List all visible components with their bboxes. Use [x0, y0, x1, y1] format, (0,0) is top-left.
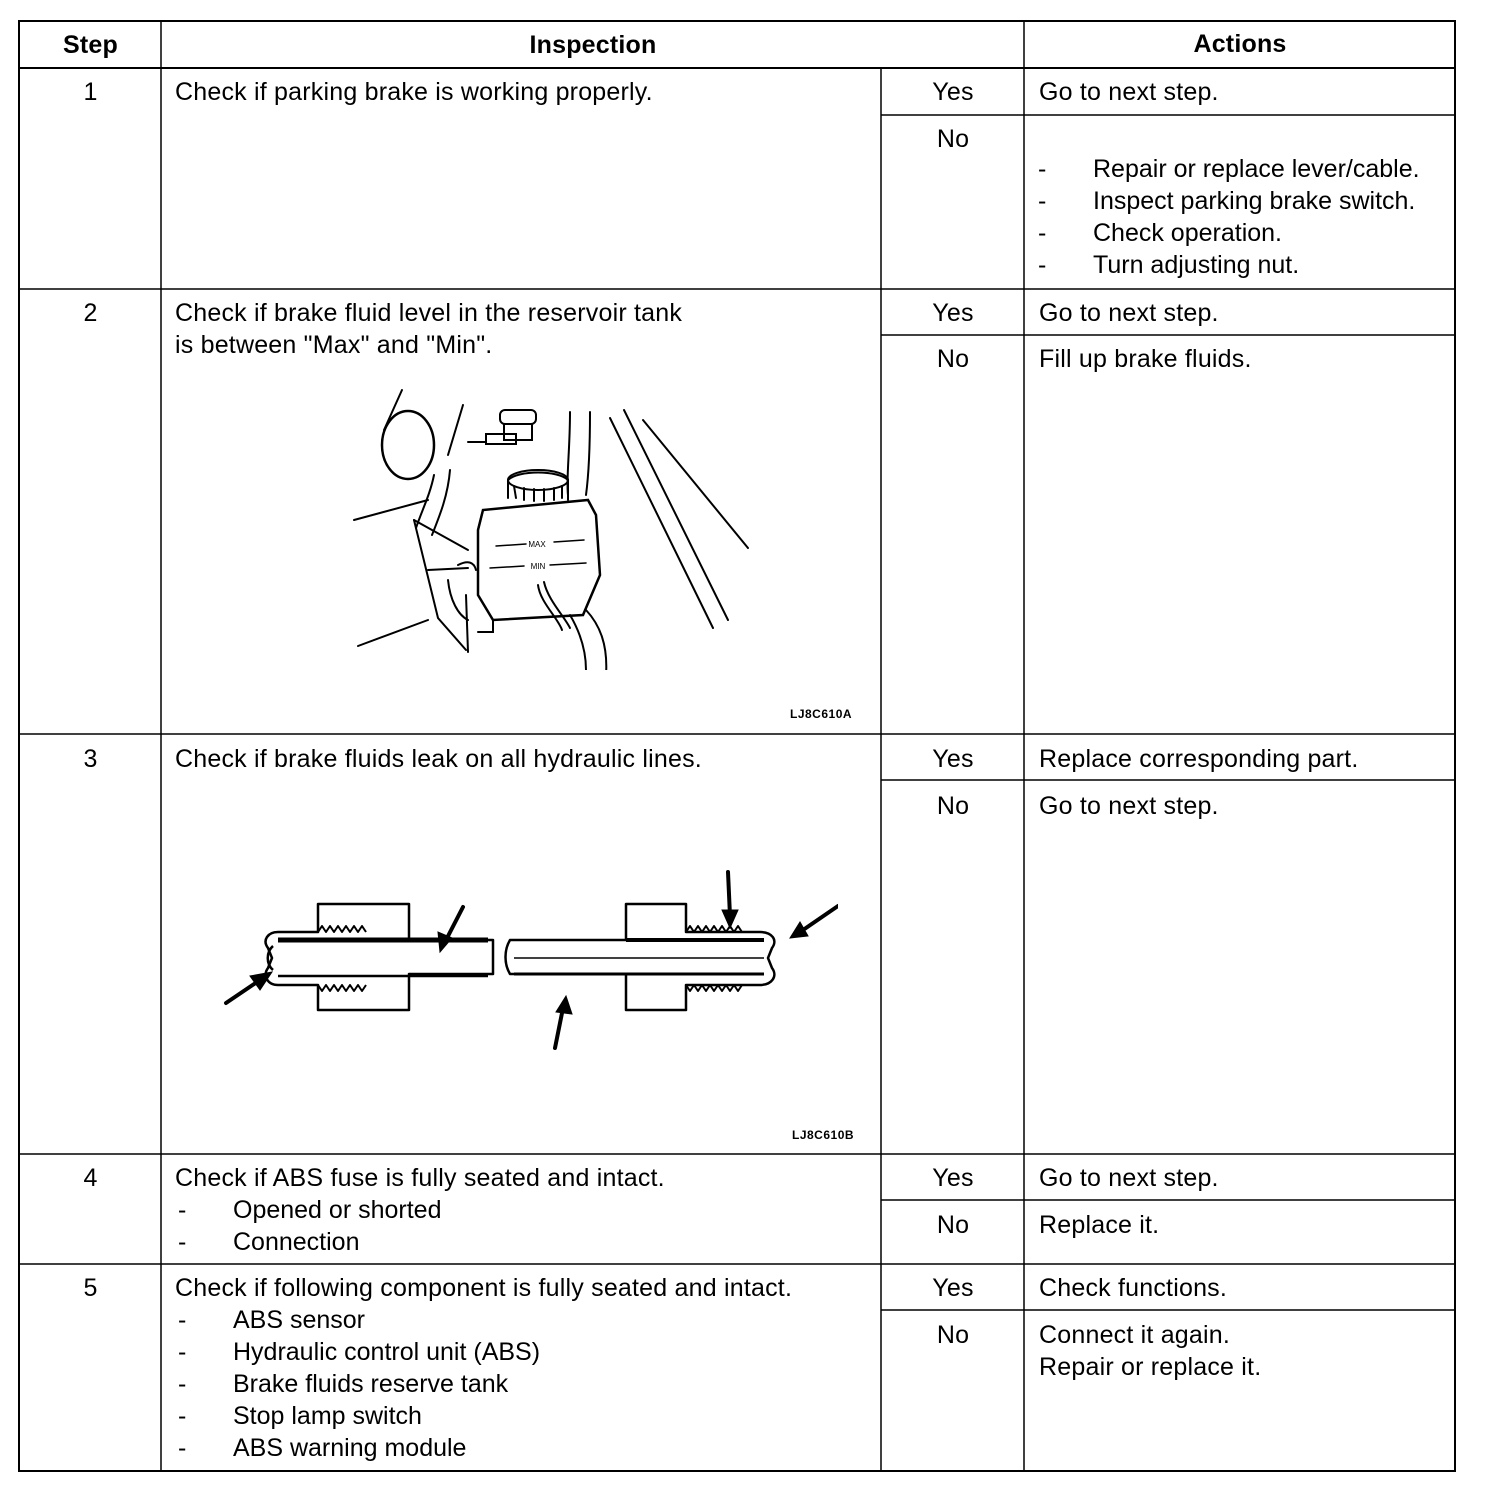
inspection-item-text: ABS sensor [233, 1306, 366, 1334]
inspection-text: is between "Max" and "Min". [175, 331, 493, 359]
yes-action: Go to next step. [1039, 299, 1219, 327]
bullet-dash: - [178, 1196, 187, 1224]
figure-code: LJ8C610A [790, 707, 853, 721]
no-action: Fill up brake fluids. [1039, 345, 1252, 373]
step-number: 1 [83, 78, 98, 106]
no-label: No [936, 792, 970, 820]
no-action: Connect it again. [1039, 1321, 1231, 1349]
yes-action: Go to next step. [1039, 1164, 1219, 1192]
figure-code: LJ8C610B [792, 1128, 855, 1142]
no-action: Replace it. [1039, 1211, 1160, 1239]
action-text: Repair or replace lever/cable. [1093, 155, 1420, 183]
bullet-dash: - [178, 1434, 187, 1462]
no-label: No [936, 125, 970, 153]
header-actions: Actions [1193, 30, 1287, 58]
no-label: No [936, 1211, 970, 1239]
bullet-dash: - [1038, 155, 1047, 183]
yes-label: Yes [932, 78, 974, 106]
inspection-item-text: Stop lamp switch [233, 1402, 422, 1430]
inspection-text: Check if parking brake is working properly. [175, 78, 653, 106]
step-number: 4 [83, 1164, 98, 1192]
yes-label: Yes [932, 299, 974, 327]
no-action: Go to next step. [1039, 792, 1219, 820]
bullet-dash: - [1038, 251, 1047, 279]
max-mark-label: MAX [528, 540, 546, 549]
yes-action: Check functions. [1039, 1274, 1228, 1302]
bullet-dash: - [178, 1338, 187, 1366]
bullet-dash: - [178, 1370, 187, 1398]
action-text: Inspect parking brake switch. [1093, 187, 1416, 215]
yes-label: Yes [932, 745, 974, 773]
bullet-dash: - [178, 1228, 187, 1256]
step-number: 5 [83, 1274, 98, 1302]
action-text: Check operation. [1093, 219, 1283, 247]
inspection-text: Check if brake fluid level in the reservoir tank [175, 299, 683, 327]
inspection-item-text: Brake fluids reserve tank [233, 1370, 509, 1398]
yes-label: Yes [932, 1274, 974, 1302]
hydraulic-line-fitting-icon [198, 840, 838, 1050]
yes-label: Yes [932, 1164, 974, 1192]
no-label: No [936, 1321, 970, 1349]
inspection-item-text: Opened or shorted [233, 1196, 442, 1224]
brake-fluid-reservoir-icon [318, 370, 768, 670]
step-number: 2 [83, 299, 98, 327]
bullet-dash: - [1038, 187, 1047, 215]
bullet-dash: - [178, 1402, 187, 1430]
header-step: Step [63, 31, 118, 59]
bullet-dash: - [178, 1306, 187, 1334]
no-action: Repair or replace it. [1039, 1353, 1262, 1381]
no-label: No [936, 345, 970, 373]
inspection-text: Check if following component is fully seated and intact. [175, 1274, 793, 1302]
inspection-item-text: Hydraulic control unit (ABS) [233, 1338, 541, 1366]
header-inspection: Inspection [529, 31, 657, 59]
yes-action: Go to next step. [1039, 78, 1219, 106]
inspection-item-text: ABS warning module [233, 1434, 467, 1462]
bullet-dash: - [1038, 219, 1047, 247]
min-mark-label: MIN [530, 562, 546, 571]
troubleshooting-table [18, 20, 1456, 1472]
inspection-item-text: Connection [233, 1228, 360, 1256]
step-number: 3 [83, 745, 98, 773]
yes-action: Replace corresponding part. [1039, 745, 1359, 773]
inspection-text: Check if ABS fuse is fully seated and intact. [175, 1164, 665, 1192]
action-text: Turn adjusting nut. [1093, 251, 1300, 279]
inspection-text: Check if brake fluids leak on all hydraulic lines. [175, 745, 702, 773]
